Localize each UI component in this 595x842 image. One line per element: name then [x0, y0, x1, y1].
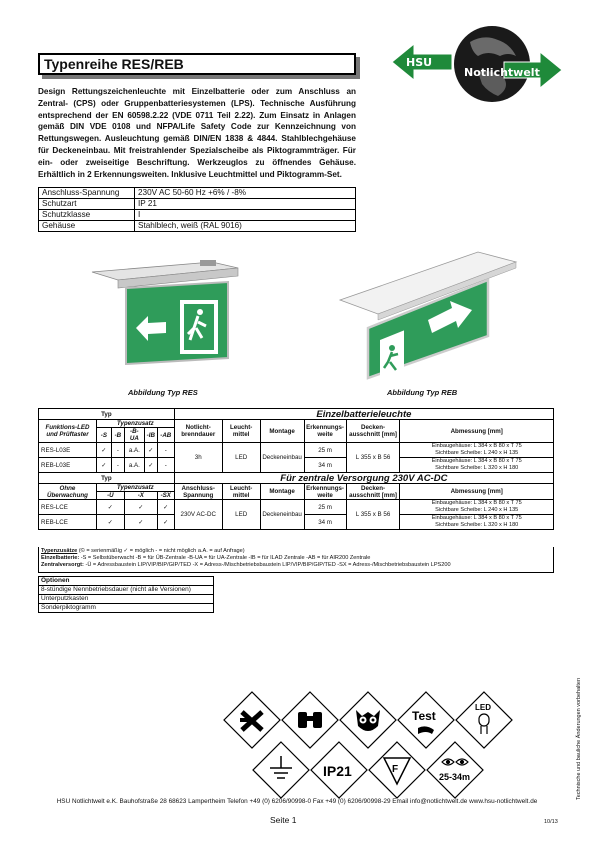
f-mark: F — [392, 764, 399, 775]
deckenausschnitt: L 355 x B 56 — [346, 443, 400, 473]
typ-header: Typ — [39, 409, 175, 420]
cell: ✓ — [157, 500, 174, 515]
typ-header: Typ — [39, 473, 175, 484]
options-table — [38, 576, 214, 613]
code: -IB — [144, 428, 157, 443]
page-title: Typenreihe RES/REB — [38, 53, 356, 75]
spec-value: Stahlblech, weiß (RAL 9016) — [135, 221, 356, 232]
spec-value: IP 21 — [135, 199, 356, 210]
col-erkennung: Erkennungs-weite — [304, 420, 346, 443]
erkennung: 25 m — [304, 500, 346, 515]
code: -X — [124, 492, 157, 500]
erkennung: 34 m — [304, 458, 346, 473]
diamond — [456, 692, 512, 748]
code: -B — [111, 428, 124, 443]
funktions-header: Funktions-LED und Prüftaster — [39, 420, 97, 443]
cell: - — [111, 458, 124, 473]
date-code: 10/13 — [544, 819, 558, 825]
test-icon: Test — [412, 709, 436, 723]
product-table — [38, 408, 554, 530]
abm-line: Einbaugehäuse: L 384 x B 80 x T 75 — [431, 515, 522, 521]
footer: HSU Notlichtwelt e.K. Bauhofstraße 28 68623 Lampertheim Telefon +49 (0) 6206/90998-0 Fax +49 (0) 6206/90998-29 Email info@notlichtwelt.de www.hsu-notlichtwelt.de — [56, 798, 538, 805]
montage: Deckeneinbau — [260, 500, 304, 530]
anschluss: 230V AC-DC — [174, 500, 222, 530]
cell: ✓ — [96, 443, 111, 458]
table-notes — [38, 547, 554, 573]
cell: ✓ — [96, 458, 111, 473]
product-name: REB-L03E — [39, 458, 97, 473]
code: -S — [96, 428, 111, 443]
typenzusatz-header: Typenzusatz — [96, 420, 174, 428]
cell: ✓ — [96, 500, 124, 515]
spec-row — [39, 199, 356, 210]
logo-notlichtwelt: Notlichtwelt — [464, 66, 540, 79]
note-text: (© = serienmäßig ✓ = möglich - = nicht möglich a.A. = auf Anfrage) — [77, 548, 245, 554]
spec-row — [39, 210, 356, 221]
cell: ✓ — [124, 500, 157, 515]
diamond — [253, 742, 309, 798]
col-anschluss: Anschluss-Spannung — [174, 484, 222, 500]
cell: a.A. — [124, 443, 144, 458]
specs-table — [38, 187, 356, 232]
erkennung: 25 m — [304, 443, 346, 458]
product-name: RES-L03E — [39, 443, 97, 458]
leuchtmittel: LED — [222, 500, 260, 530]
abm-line: Sichtbare Scheibe: L 240 x H 135 — [435, 507, 519, 513]
cell: ✓ — [124, 515, 157, 530]
col-erkennung: Erkennungs-weite — [304, 484, 346, 500]
spec-label: Anschluss-Spannung — [39, 188, 135, 199]
typenzusatz-header: Typenzusatz — [96, 484, 174, 492]
abm-line: Sichtbare Scheibe: L 320 x H 180 — [435, 465, 519, 471]
code: -SX — [157, 492, 174, 500]
range-label: 25-34m — [439, 772, 471, 782]
spec-label: Schutzart — [39, 199, 135, 210]
logo-hsu: HSU — [406, 56, 433, 69]
deckenausschnitt: L 355 x B 56 — [346, 500, 400, 530]
cell: ✓ — [144, 443, 157, 458]
brenndauer: 3h — [174, 443, 222, 473]
section-einzelbatterie: Einzelbatterieleuchte — [174, 409, 553, 420]
product-image-reb — [338, 250, 518, 380]
caption-reb: Abbildung Typ REB — [387, 388, 458, 397]
abm-line: Einbaugehäuse: L 384 x B 80 x T 75 — [431, 500, 522, 506]
col-abmessung: Abmessung [mm] — [400, 484, 554, 500]
hsu-logo — [392, 22, 562, 110]
caption-res: Abbildung Typ RES — [128, 388, 198, 397]
abm-line: Einbaugehäuse: L 384 x B 80 x T 75 — [431, 458, 522, 464]
ohne-header: Ohne Überwachung — [39, 484, 97, 500]
option-item: Unterputzkasten — [39, 595, 214, 604]
col-montage: Montage — [260, 484, 304, 500]
diamond — [427, 742, 483, 798]
product-name: REB-LCE — [39, 515, 97, 530]
montage: Deckeneinbau — [260, 443, 304, 473]
leuchtmittel: LED — [222, 443, 260, 473]
erkennung: 34 m — [304, 515, 346, 530]
cell: a.A. — [124, 458, 144, 473]
product-name: RES-LCE — [39, 500, 97, 515]
spec-row — [39, 188, 356, 199]
abmessung — [400, 515, 554, 530]
cell: ✓ — [144, 458, 157, 473]
cell: ✓ — [157, 515, 174, 530]
abmessung — [400, 500, 554, 515]
option-item: Sonderpiktogramm — [39, 604, 214, 613]
side-disclaimer: Technische und bauliche Änderungen vorbehalten — [576, 677, 582, 800]
code: -AB — [157, 428, 174, 443]
cell: - — [157, 458, 174, 473]
spec-label: Schutzklasse — [39, 210, 135, 221]
section-zentral: Für zentrale Versorgung 230V AC-DC — [174, 473, 553, 484]
spec-value: I — [135, 210, 356, 221]
option-item: 8-stündige Nennbetriebsdauer (nicht alle Versionen) — [39, 586, 214, 595]
note-label: Einzelbatterie: — [41, 555, 80, 562]
abmessung — [400, 458, 554, 473]
certification-icons — [222, 690, 522, 800]
col-leuchtmittel: Leucht-mittel — [222, 420, 260, 443]
spec-row — [39, 221, 356, 232]
note-text: -Ü = Adressbaustein LIP/VIP/BIP/GIP/TED -X = Adress-/Mischbetriebsbaustein LIP/VIP/BIP/GIP/TED -SX = Adress-/Mischbetriebsbaustein LPS200 — [83, 562, 451, 569]
col-notlicht: Notlicht-brenndauer — [174, 420, 222, 443]
options-header: Optionen — [39, 577, 214, 586]
abm-line: Sichtbare Scheibe: L 320 x H 180 — [435, 522, 519, 528]
page-number: Seite 1 — [270, 815, 297, 825]
col-montage: Montage — [260, 420, 304, 443]
abmessung — [400, 443, 554, 458]
col-decken: Decken-ausschnitt [mm] — [346, 484, 400, 500]
code: -Ü — [96, 492, 124, 500]
abm-line: Einbaugehäuse: L 384 x B 80 x T 75 — [431, 443, 522, 449]
spec-label: Gehäuse — [39, 221, 135, 232]
col-decken: Decken-ausschnitt [mm] — [346, 420, 400, 443]
cell: ✓ — [96, 515, 124, 530]
ip-rating-icon: IP21 — [323, 763, 352, 779]
cell: - — [111, 443, 124, 458]
code: -B-UA — [124, 428, 144, 443]
note-label: Typenzusätze — [41, 548, 78, 554]
abm-line: Sichtbare Scheibe: L 240 x H 135 — [435, 450, 519, 456]
led-label: LED — [475, 703, 491, 712]
description: Design Rettungszeichenleuchte mit Einzelbatterie oder zum Anschluss an Zentral- (CPS) oder Gruppenbatteriesystemen (LPS). Technische Ausführung entsprechend der EN 60598.2.22 (VDE 0711 Teil 2.22). Zum Einsatz in Anlagen gemäß DIN VDE 0108 und NFPA/Life Safety Code zur Kennzeichnung von Rettungswegen. Ausleuchtung gemäß DIN/EN 1838 & 4844. Stahlblechgehäuse für Deckeneinbau. Mit freistrahlender Spezialscheibe als Piktogrammträger. Für ein- oder zweiseitige Beschriftung. Werkzeuglos zu öffnendes Gehäuse. Erhältlich in 2 Erkennungsweiten. Inklusive Leuchtmittel und Piktogramm-Set. — [38, 87, 356, 179]
note-line — [41, 562, 551, 569]
col-abmessung: Abmessung [mm] — [400, 420, 554, 443]
cell: - — [157, 443, 174, 458]
note-label: Zentralversorgt: — [41, 562, 84, 569]
col-leuchtmittel: Leucht-mittel — [222, 484, 260, 500]
product-image-res — [88, 258, 248, 378]
spec-value: 230V AC 50-60 Hz +6% / -8% — [135, 188, 356, 199]
note-text: -S = Selbstüberwacht -B = für ÜB-Zentrale -B-UA = für UA-Zentrale -IB = für ILAD Zentrale -AB = für AIR200 Zentrale — [79, 555, 371, 562]
